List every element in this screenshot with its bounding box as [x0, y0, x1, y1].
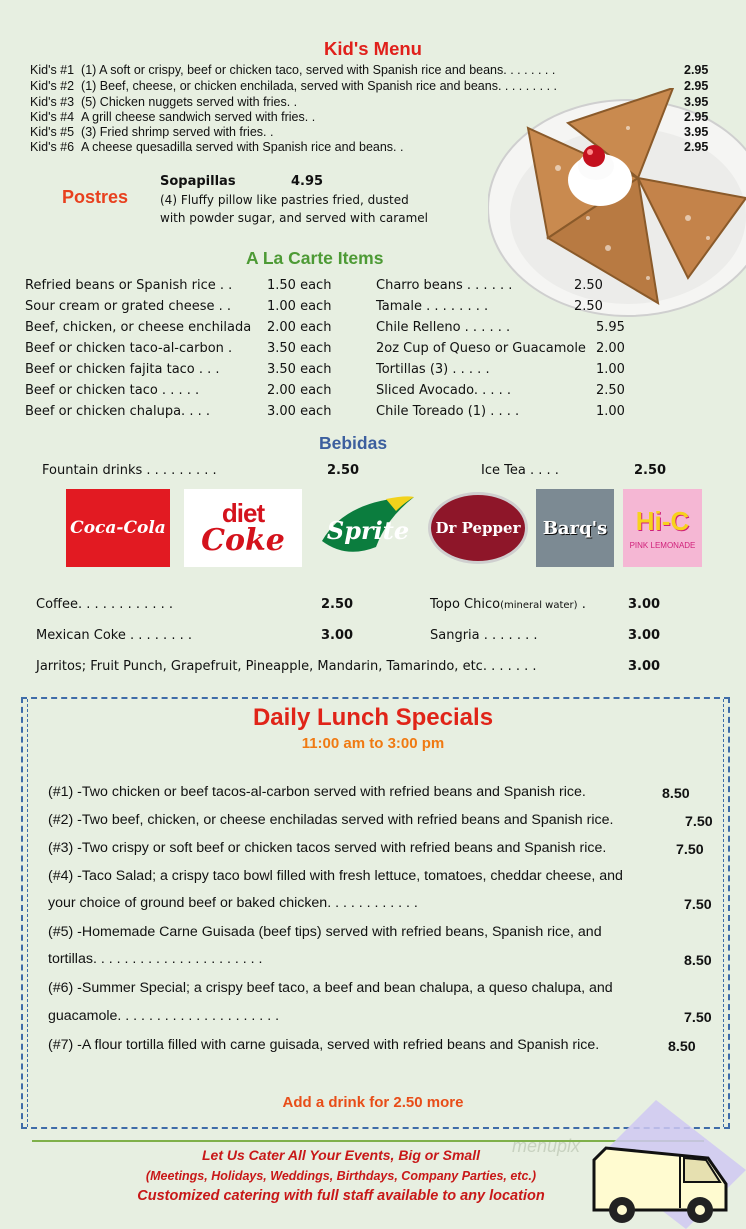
ice-tea-label: Ice Tea . . . .	[481, 463, 559, 478]
alc-right-price: 1.00	[596, 404, 625, 419]
lunch-special-line: (#2) -Two beef, chicken, or cheese enchiladas served with refried beans and Spanish rice.	[48, 812, 614, 828]
diet-coke-logo	[184, 489, 302, 567]
kids-item-4	[30, 110, 315, 124]
kids-item-6-price: 2.95	[684, 140, 709, 154]
alc-right-item: Sliced Avocado. . . . .	[376, 383, 512, 398]
alc-left-price: 2.00 each	[267, 320, 332, 335]
lunch-special-line: (#3) -Two crispy or soft beef or chicken tacos served with refried beans and Spanish rice.	[48, 840, 607, 856]
alc-right-price: 2.00	[596, 341, 625, 356]
a-la-carte-title: A La Carte Items	[246, 248, 384, 268]
alc-left-item: Beef or chicken fajita taco . . .	[25, 362, 220, 377]
kids-menu-title: Kid's Menu	[324, 38, 422, 59]
alc-right-price: 1.00	[596, 362, 625, 377]
sopapillas-description-2: with powder sugar, and served with caramel	[160, 211, 428, 225]
lunch-special-line: your choice of ground beef or baked chicken. . . . . . . . . . . .	[48, 895, 418, 911]
kids-item-4-price: 2.95	[684, 110, 709, 124]
alc-left-price: 3.50 each	[267, 341, 332, 356]
fountain-drinks-label: Fountain drinks . . . . . . . . .	[42, 463, 217, 478]
alc-right-item: Chile Toreado (1) . . . .	[376, 404, 520, 419]
sprite-logo	[316, 489, 420, 567]
alc-left-price: 2.00 each	[267, 383, 332, 398]
kids-item-1-price: 2.95	[684, 63, 709, 77]
diet-coke-logo-coke: Coke	[201, 523, 285, 558]
catering-line-2: (Meetings, Holidays, Weddings, Birthdays, Company Parties, etc.)	[145, 1169, 537, 1183]
alc-right-item: Chile Relleno . . . . . .	[376, 320, 511, 335]
sprite-logo-text: Sprite	[326, 515, 410, 545]
lunch-specials-inner	[27, 699, 724, 1127]
lunch-special-line: (#1) -Two chicken or beef tacos-al-carbon served with refried beans and Spanish rice.	[48, 784, 586, 800]
alc-right-price: 5.95	[596, 320, 625, 335]
sopapillas-price: 4.95	[291, 174, 324, 189]
kids-item-description: A cheese quesadilla served with Spanish rice and beans. .	[81, 140, 404, 154]
lunch-special-price: 7.50	[685, 814, 713, 830]
alc-left-price: 3.50 each	[267, 362, 332, 377]
kids-item-number: Kid's #2	[30, 79, 75, 93]
alc-right-price: 2.50	[596, 383, 625, 398]
kids-item-number: Kid's #3	[30, 95, 75, 109]
kids-item-number: Kid's #5	[30, 125, 75, 139]
kids-item-5-price: 3.95	[684, 125, 709, 139]
lunch-special-line: (#4) -Taco Salad; a crispy taco bowl filled with fresh lettuce, tomatoes, cheddar cheese, and	[48, 868, 623, 884]
kids-item-description: A grill cheese sandwich served with fries. .	[81, 110, 316, 124]
ice-tea-price: 2.50	[634, 463, 667, 478]
mexican-coke-label: Mexican Coke . . . . . . . .	[36, 628, 192, 643]
jarritos-price: 3.00	[628, 659, 661, 674]
barqs-logo	[536, 489, 614, 567]
lunch-special-price: 8.50	[662, 786, 690, 802]
hi-c-logo-subtitle: PINK LEMONADE	[629, 541, 696, 550]
dr-pepper-logo	[428, 489, 528, 567]
kids-item-description: (1) A soft or crispy, beef or chicken taco, served with Spanish rice and beans. . . . . . . .	[81, 63, 556, 77]
bebidas-title: Bebidas	[319, 433, 388, 453]
hi-c-logo	[623, 489, 702, 567]
dr-pepper-logo-text: Dr Pepper	[435, 519, 521, 537]
lunch-special-price: 7.50	[684, 1010, 712, 1026]
kids-item-3-price: 3.95	[684, 95, 709, 109]
lunch-specials-title: Daily Lunch Specials	[252, 704, 494, 731]
catering-line-3: Customized catering with full staff available to any location	[137, 1188, 545, 1204]
lunch-special-price: 7.50	[684, 897, 712, 913]
alc-left-price: 3.00 each	[267, 404, 332, 419]
kids-item-6	[30, 140, 403, 154]
alc-left-item: Beef or chicken taco . . . . .	[25, 383, 200, 398]
topo-chico-price: 3.00	[628, 597, 661, 612]
lunch-special-price: 8.50	[668, 1039, 696, 1055]
catering-line-1: Let Us Cater All Your Events, Big or Small	[202, 1147, 480, 1163]
alc-right-item: Tortillas (3) . . . . .	[376, 362, 490, 377]
mexican-coke-price: 3.00	[321, 628, 354, 643]
kids-item-description: (3) Fried shrimp served with fries. .	[81, 125, 274, 139]
lunch-special-price: 7.50	[676, 842, 704, 858]
lunch-special-line: (#5) -Homemade Carne Guisada (beef tips) served with refried beans, Spanish rice, and	[48, 924, 602, 940]
kids-item-5	[30, 125, 273, 139]
sopapillas-description-1: (4) Fluffy pillow like pastries fried, dusted	[160, 193, 409, 207]
fountain-drinks-price: 2.50	[327, 463, 360, 478]
alc-right-item: 2oz Cup of Queso or Guacamole	[376, 341, 586, 356]
alc-right-item: Charro beans . . . . . .	[376, 278, 513, 293]
add-drink-note: Add a drink for 2.50 more	[282, 1094, 464, 1111]
lunch-special-line: guacamole. . . . . . . . . . . . . . . . . . . . .	[48, 1008, 280, 1024]
topo-chico-name: Topo Chico	[430, 597, 501, 612]
sopapillas-name: Sopapillas	[160, 174, 236, 189]
sangria-price: 3.00	[628, 628, 661, 643]
lunch-specials-hours: 11:00 am to 3:00 pm	[301, 735, 445, 752]
lunch-special-line: tortillas. . . . . . . . . . . . . . . . . . . . . .	[48, 951, 263, 967]
alc-left-price: 1.50 each	[267, 278, 332, 293]
lunch-special-price: 8.50	[684, 953, 712, 969]
alc-right-item: Tamale . . . . . . . .	[376, 299, 489, 314]
kids-item-number: Kid's #6	[30, 140, 75, 154]
lunch-specials-box	[21, 697, 730, 1129]
coca-cola-logo	[66, 489, 170, 567]
jarritos-label: Jarritos; Fruit Punch, Grapefruit, Pineapple, Mandarin, Tamarindo, etc. . . . . . .	[36, 659, 537, 674]
kids-item-description: (5) Chicken nuggets served with fries. .	[81, 95, 298, 109]
alc-right-price: 2.50	[574, 278, 603, 293]
alc-left-item: Refried beans or Spanish rice . .	[25, 278, 233, 293]
alc-left-item: Beef or chicken taco-al-carbon .	[25, 341, 233, 356]
diet-coke-logo-diet: diet	[221, 498, 265, 528]
topo-chico-dots: .	[581, 597, 586, 612]
coffee-label: Coffee. . . . . . . . . . . .	[36, 597, 174, 612]
hi-c-logo-text: Hi-C	[635, 506, 690, 536]
coca-cola-logo-text: Coca-Cola	[70, 518, 166, 538]
alc-left-price: 1.00 each	[267, 299, 332, 314]
coffee-price: 2.50	[321, 597, 354, 612]
kids-item-description: (1) Beef, cheese, or chicken enchilada, served with Spanish rice and beans. . . . . . . . .	[81, 79, 557, 93]
catering-van-icon	[576, 1100, 746, 1229]
alc-left-item: Beef, chicken, or cheese enchilada	[25, 320, 252, 335]
kids-item-number: Kid's #4	[30, 110, 75, 124]
alc-right-price: 2.50	[574, 299, 603, 314]
topo-chico-label	[430, 597, 586, 612]
alc-left-item: Sour cream or grated cheese . .	[25, 299, 232, 314]
lunch-special-line: (#6) -Summer Special; a crispy beef taco, a beef and bean chalupa, a queso chalupa, and	[48, 980, 613, 996]
kids-item-2-price: 2.95	[684, 79, 709, 93]
topo-chico-note: (mineral water)	[500, 600, 578, 611]
postres-title: Postres	[62, 187, 129, 207]
sangria-label: Sangria . . . . . . .	[430, 628, 538, 643]
watermark: menupix	[512, 1136, 581, 1156]
kids-item-number: Kid's #1	[30, 63, 75, 77]
kids-item-2	[30, 79, 557, 93]
lunch-special-line: (#7) -A flour tortilla filled with carne guisada, served with refried beans and Spanish rice.	[48, 1037, 600, 1053]
alc-left-item: Beef or chicken chalupa. . . .	[25, 404, 210, 419]
kids-item-3	[30, 95, 297, 109]
kids-item-1	[30, 63, 555, 77]
dr-pepper-logo-badge	[428, 492, 528, 564]
barqs-logo-text: Barq's	[542, 517, 608, 539]
